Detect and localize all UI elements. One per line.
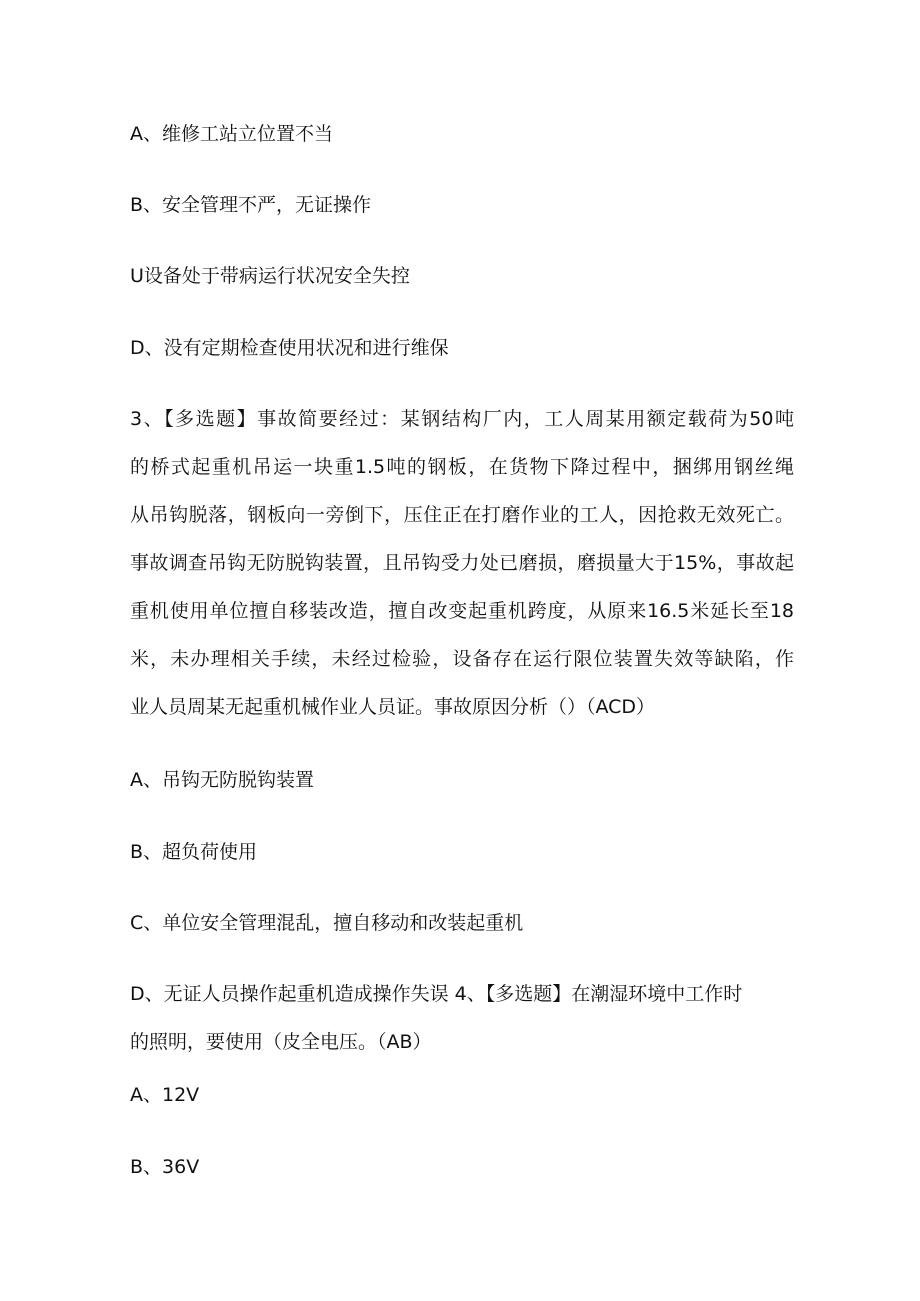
q3-option-a: A、吊钩无防脱钩装置: [130, 769, 314, 791]
q3-option-c: C、单位安全管理混乱，擅自移动和改装起重机: [130, 912, 524, 934]
q3-option-b: B、超负荷使用: [130, 841, 258, 863]
question-3-stem: [130, 407, 794, 743]
q2-option-c: U设备处于带病运行状况安全失控: [130, 265, 410, 287]
q4-option-b: B、36V: [130, 1156, 200, 1178]
q3-stem-line-4: 事故调查吊钩无防脱钩装置，且吊钩受力处已磨损，磨损量大于15%，事故起: [130, 552, 794, 574]
q2-option-b: B、安全管理不严，无证操作: [130, 194, 372, 216]
q4-stem-continuation: 的照明，要使用（皮全电压。（AB）: [130, 1031, 432, 1053]
q3-option-d-and-q4-stem: [130, 982, 794, 1078]
q4-option-a: A、12V: [130, 1084, 200, 1106]
q3-stem-line-3: 从吊钩脱落，钢板向一旁倒下，压住正在打磨作业的工人，因抢救无效死亡。: [130, 504, 794, 526]
q2-option-a: A、维修工站立位置不当: [130, 123, 333, 145]
q3-option-d: D、无证人员操作起重机造成操作失误 4、【多选题】在潮湿环境中工作时: [130, 983, 743, 1005]
q3-stem-line-1: 3、【多选题】事故简要经过：某钢结构厂内，工人周某用额定载荷为50吨: [130, 408, 794, 430]
q3-stem-line-7: 业人员周某无起重机械作业人员证。事故原因分析（）（ACD）: [130, 696, 656, 718]
q3-stem-line-5: 重机使用单位擅自移装改造，擅自改变起重机跨度，从原来16.5米延长至18: [130, 600, 794, 622]
q3-stem-line-2: 的桥式起重机吊运一块重1.5吨的钢板，在货物下降过程中，捆绑用钢丝绳: [130, 456, 794, 478]
q2-option-d: D、没有定期检查使用状况和进行维保: [130, 337, 449, 359]
q3-stem-line-6: 米，未办理相关手续，未经过检验，设备存在运行限位装置失效等缺陷，作: [130, 648, 794, 670]
